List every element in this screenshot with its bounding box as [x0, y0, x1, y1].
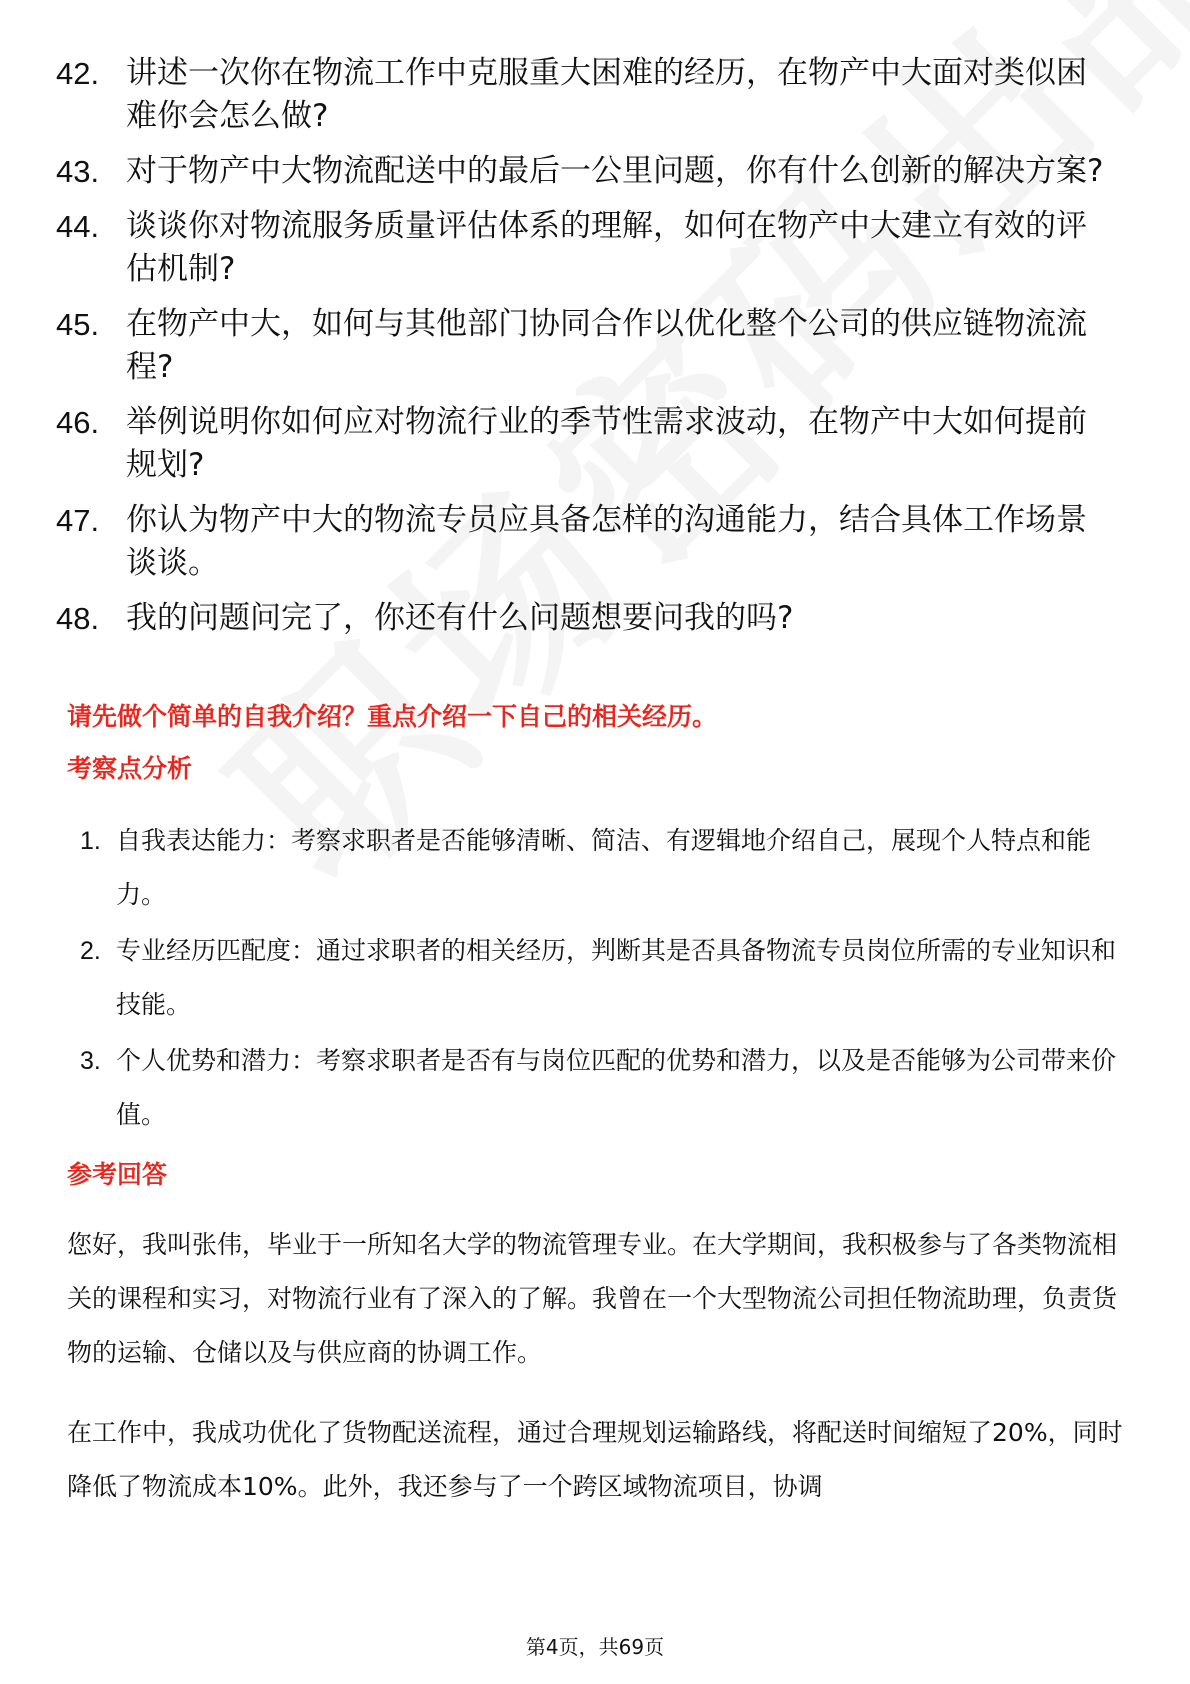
question-list [56, 52, 1116, 652]
question-item [56, 401, 1116, 487]
analysis-heading: 考察点分析 [67, 754, 193, 783]
analysis-point-number: 1. [80, 827, 101, 855]
question-number: 47. [56, 503, 100, 538]
analysis-point-number: 2. [80, 937, 101, 965]
analysis-point-text: 个人优势和潜力：考察求职者是否有与岗位匹配的优势和潜力，以及是否能够为公司带来价值。 [116, 1046, 1117, 1129]
question-text: 你认为物产中大的物流专员应具备怎样的沟通能力，结合具体工作场景谈谈。 [126, 502, 1087, 581]
analysis-point-number: 3. [80, 1047, 101, 1075]
analysis-point-text: 自我表达能力：考察求职者是否能够清晰、简洁、有逻辑地介绍自己，展现个人特点和能力。 [116, 826, 1092, 909]
question-text: 对于物产中大物流配送中的最后一公里问题，你有什么创新的解决方案? [126, 153, 1104, 189]
question-text: 谈谈你对物流服务质量评估体系的理解，如何在物产中大建立有效的评估机制? [126, 208, 1087, 287]
question-item [56, 597, 1116, 640]
question-item [56, 303, 1116, 389]
question-number: 43. [56, 154, 100, 189]
question-text: 讲述一次你在物流工作中克服重大困难的经历，在物产中大面对类似困难你会怎么做? [126, 55, 1087, 134]
analysis-point [80, 924, 1120, 1032]
question-text: 在物产中大，如何与其他部门协同合作以优化整个公司的供应链物流流程? [126, 306, 1087, 385]
question-item [56, 52, 1116, 138]
question-number: 45. [56, 307, 100, 342]
question-number: 42. [56, 56, 100, 91]
question-number: 48. [56, 601, 100, 636]
question-number: 46. [56, 405, 100, 440]
page-footer: 第4页，共69页 [525, 1635, 665, 1659]
analysis-point [80, 1034, 1120, 1142]
question-number: 44. [56, 209, 100, 244]
question-item [56, 499, 1116, 585]
answer-paragraph: 您好，我叫张伟，毕业于一所知名大学的物流管理专业。在大学期间，我积极参与了各类物流相关的课程和实习，对物流行业有了深入的了解。我曾在一个大型物流公司担任物流助理，负责货物的运输、仓储以及与供应商的协调工作。 [67, 1230, 1118, 1367]
analysis-point [80, 814, 1120, 922]
prompt-question: 请先做个简单的自我介绍？重点介绍一下自己的相关经历。 [67, 702, 718, 731]
analysis-point-text: 专业经历匹配度：通过求职者的相关经历，判断其是否具备物流专员岗位所需的专业知识和技能。 [116, 936, 1117, 1019]
question-item [56, 205, 1116, 291]
answer-paragraph: 在工作中，我成功优化了货物配送流程，通过合理规划运输路线，将配送时间缩短了20%，同时降低了物流成本10%。此外，我还参与了一个跨区域物流项目，协调 [67, 1418, 1123, 1501]
question-item [56, 150, 1116, 193]
analysis-point-list [80, 814, 1120, 1142]
question-text: 举例说明你如何应对物流行业的季节性需求波动，在物产中大如何提前规划? [126, 404, 1087, 483]
answer-heading: 参考回答 [67, 1160, 168, 1189]
question-text: 我的问题问完了，你还有什么问题想要问我的吗? [126, 600, 794, 636]
